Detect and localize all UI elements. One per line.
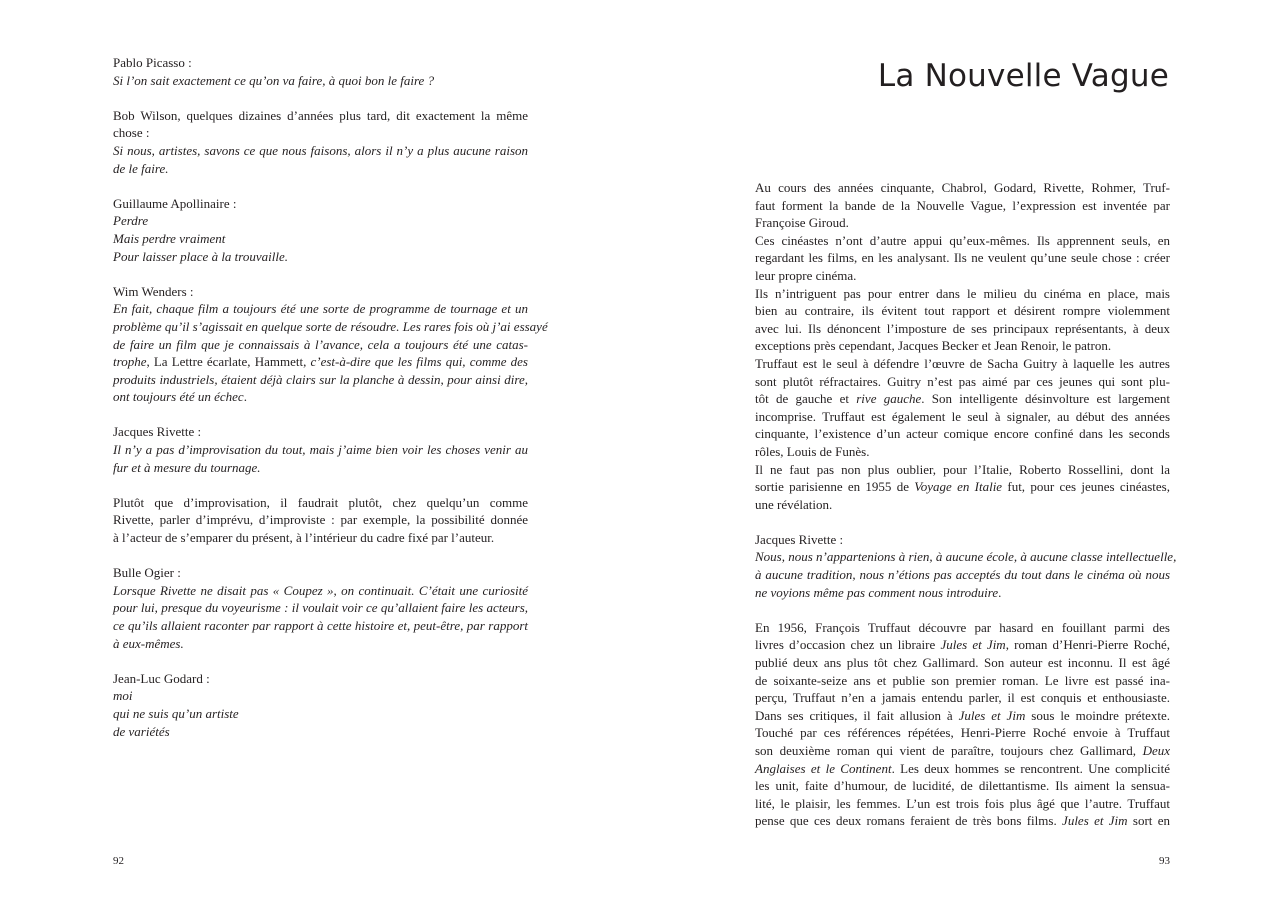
text-run: exceptions près cependant, Jacques Becker et Jean Renoir, le patron.	[755, 338, 1112, 354]
left-page-text	[113, 54, 548, 758]
text-run: de soixante-seize ans et publie son premier roman. Le livre est passé ina-	[755, 672, 1170, 688]
italic-text-run: Il n’y a pas d’improvisation du tout, mais j’aime bien voir les choses venir au	[113, 442, 528, 458]
text-line	[755, 320, 1170, 338]
italic-text-run: trophe	[113, 354, 147, 370]
text-run: lité, le plaisir, les femmes. L’un est trois fois plus âgé que l’autre. Truffaut	[755, 795, 1170, 811]
text-run: sous le moindre prétexte.	[1025, 707, 1170, 723]
italic-text-run: Nous, nous n’appartenions à rien, à aucune école, à aucune classe intellectuelle,	[755, 549, 1177, 565]
italic-text-run: à eux-mêmes.	[113, 635, 184, 651]
text-run: Wim Wenders :	[113, 283, 194, 299]
text-line	[755, 197, 1170, 215]
text-run: rôles, Louis de Funès.	[755, 443, 870, 459]
page-number-left: 92	[113, 855, 124, 867]
text-line	[755, 654, 1170, 672]
text-line	[755, 689, 1170, 707]
text-run: bien au contraire, ils évitent tout rapport et désirent rompre violemment	[755, 303, 1170, 319]
text-block	[755, 619, 1170, 830]
text-run: Guillaume Apollinaire :	[113, 195, 237, 211]
text-line	[755, 742, 1170, 760]
text-line	[755, 373, 1170, 391]
text-run: son deuxième roman qui vient de paraître, toujours chez Gallimard,	[755, 743, 1143, 758]
right-page	[641, 0, 1282, 904]
text-line	[755, 812, 1170, 830]
chapter-title: La Nouvelle Vague	[877, 58, 1169, 94]
right-page-text	[755, 179, 1177, 848]
text-line	[113, 511, 528, 529]
text-line	[113, 107, 528, 125]
text-run: sont plutôt réfractaires. Guitry n’est pas aimé par ces jeunes qui sont plu-	[755, 373, 1170, 389]
text-line	[755, 355, 1170, 373]
text-line	[755, 302, 1170, 320]
text-line	[755, 548, 1177, 566]
text-run: incomprise. Truffaut est également le seul à signaler, au début des années	[755, 408, 1170, 424]
text-line	[755, 636, 1170, 654]
text-line	[755, 425, 1170, 443]
text-run: Dans ses critiques, il fait allusion à	[755, 707, 959, 723]
text-line	[755, 408, 1170, 426]
text-line	[113, 529, 528, 547]
text-block	[113, 564, 528, 652]
italic-text-run: rive gauche	[856, 391, 922, 407]
text-line	[113, 705, 528, 723]
text-line	[755, 232, 1170, 250]
text-run: Touché par ces références répétées, Henri-Pierre Roché envoie à Truffaut	[755, 725, 1170, 741]
italic-text-run: produits industriels, étaient déjà clairs sur la planche à dessin, pour ainsi dire,	[113, 371, 528, 387]
text-line	[113, 388, 528, 406]
italic-text-run: Perdre	[113, 213, 149, 229]
text-line	[755, 461, 1170, 479]
text-line	[755, 707, 1170, 725]
text-block	[113, 670, 528, 740]
text-run: .	[243, 389, 247, 405]
text-line	[755, 584, 1170, 602]
text-run: , La Lettre écarlate, Hammett,	[146, 354, 311, 370]
text-line	[755, 777, 1170, 795]
text-line	[755, 496, 1170, 514]
text-run: perçu, Truffaut n’en a jamais entendu parler, il est conquis et enthousiaste.	[755, 690, 1170, 706]
italic-text-run: problème qu’il s’agissait en quelque sorte de résoudre. Les rares fois où j’ai essayé	[113, 318, 548, 334]
italic-text-run: ce qu’ils allaient raconter par rapport à cette histoire et, peut-être, par rapport	[113, 618, 528, 633]
text-line	[755, 249, 1170, 267]
text-run: Bob Wilson, quelques dizaines d’années plus tard, dit exactement la même	[113, 107, 528, 123]
text-block	[113, 494, 528, 547]
text-line	[113, 248, 528, 266]
text-run: .	[998, 584, 1002, 600]
italic-text-run: ont toujours été un échec	[113, 389, 244, 405]
text-run: leur propre cinéma.	[755, 267, 857, 283]
italic-text-run: de faire un film que je connaissais à l’avance, cela a toujours été une catas-	[113, 336, 528, 352]
text-line	[755, 478, 1170, 496]
text-line	[755, 566, 1170, 584]
text-line	[113, 582, 528, 600]
text-line	[113, 423, 528, 441]
text-line	[113, 230, 528, 248]
text-run: sort en	[1127, 813, 1170, 829]
italic-text-run: Lorsque Rivette ne disait pas « Coupez », on continuait. C’était une curiosité	[113, 582, 528, 598]
text-run: Rivette, parler d’imprévu, d’improviste : par exemple, la possibilité donnée	[113, 512, 528, 528]
text-line	[113, 635, 528, 653]
text-run: faut forment la bande de la Nouvelle Vague, l’expression est inventée par	[755, 197, 1170, 213]
italic-text-run: Si l’on sait exactement ce qu’on va faire, à quoi bon le faire ?	[113, 72, 435, 88]
italic-text-run: Anglaises et le Continent	[755, 760, 892, 776]
text-run: Ils n’intriguent pas pour entrer dans le milieu du cinéma en place, mais	[755, 285, 1170, 301]
text-run: une révélation.	[755, 496, 833, 512]
text-line	[113, 371, 528, 389]
text-line	[113, 300, 528, 318]
italic-text-run: Jules et Jim	[940, 637, 1006, 653]
text-line	[755, 390, 1170, 408]
text-run: chose :	[113, 125, 150, 141]
text-line	[755, 619, 1170, 637]
italic-text-run: Pour laisser place à la trouvaille.	[113, 248, 288, 264]
text-line	[113, 124, 528, 142]
text-line	[755, 214, 1170, 232]
text-run: Françoise Giroud.	[755, 215, 849, 231]
text-run: tôt de gauche et	[755, 391, 857, 407]
text-run: . Son intelligente désinvolture est largement	[921, 391, 1170, 407]
italic-text-run: de variétés	[113, 723, 170, 739]
text-run: avec lui. Ils dénoncent l’imposture de ses principaux représentants, à deux	[755, 320, 1170, 336]
text-block	[113, 54, 528, 89]
text-line	[113, 160, 528, 178]
text-run: Jacques Rivette :	[755, 531, 844, 547]
text-block	[755, 531, 1177, 601]
text-line	[113, 564, 528, 582]
text-line	[113, 336, 528, 354]
text-line	[113, 459, 528, 477]
text-line	[113, 599, 528, 617]
italic-text-run: Mais perdre vraiment	[113, 230, 226, 246]
text-line	[755, 267, 1170, 285]
text-run: Jacques Rivette :	[113, 424, 202, 440]
text-run: publié deux ans plus tôt chez Gallimard. Son auteur est inconnu. Il est âgé	[755, 655, 1170, 671]
text-run: Pablo Picasso :	[113, 55, 192, 70]
text-line	[113, 687, 528, 705]
text-run: regardant les films, en les analysant. Ils ne veulent qu’une seule chose : créer	[755, 250, 1170, 266]
text-run: Ces cinéastes n’ont d’autre appui qu’eux-mêmes. Ils apprennent seuls, en	[755, 232, 1170, 248]
text-block	[113, 283, 548, 406]
text-line	[113, 54, 528, 72]
text-block	[755, 179, 1170, 513]
text-run: fut, pour ces jeunes cinéastes,	[1002, 479, 1170, 495]
text-run: Au cours des années cinquante, Chabrol, Godard, Rivette, Rohmer, Truf-	[755, 180, 1170, 195]
text-run: , roman d’Henri-Pierre Roché,	[1005, 637, 1170, 653]
italic-text-run: à aucune tradition, nous n’étions pas acceptés du tout dans le cinéma où nous	[755, 567, 1170, 583]
text-line	[113, 723, 528, 741]
italic-text-run: Jules et Jim	[1062, 813, 1128, 829]
text-line	[755, 531, 1170, 549]
italic-text-run: Si nous, artistes, savons ce que nous faisons, alors il n’y a plus aucune raison	[113, 142, 528, 158]
text-line	[113, 617, 528, 635]
text-run: les unit, faite d’humour, de lucidité, de dilettantisme. Ils aiment la sensua-	[755, 778, 1170, 794]
text-line	[113, 494, 528, 512]
text-line	[113, 441, 528, 459]
text-run: à l’acteur de s’emparer du présent, à l’intérieur du cadre fixé par l’auteur.	[113, 530, 495, 546]
text-line	[113, 72, 528, 90]
text-line	[113, 283, 528, 301]
text-block	[113, 195, 528, 265]
italic-text-run: qui ne suis qu’un artiste	[113, 705, 239, 721]
text-line	[113, 353, 528, 371]
text-run: pense que ces deux romans feraient de très bons films.	[755, 813, 1063, 829]
text-run: . Les deux hommes se rencontrent. Une complicité	[891, 760, 1170, 776]
italic-text-run: pour lui, presque du voyeurisme : il voulait voir ce qu’allaient faire les acteurs,	[113, 600, 528, 616]
text-line	[755, 672, 1170, 690]
text-run: Bulle Ogier :	[113, 565, 181, 581]
italic-text-run: En fait, chaque film a toujours été une sorte de programme de tournage et un	[113, 301, 528, 317]
text-line	[755, 285, 1170, 303]
text-line	[755, 179, 1170, 197]
text-line	[755, 760, 1170, 778]
text-run: Jean-Luc Godard :	[113, 670, 210, 686]
italic-text-run: de le faire.	[113, 160, 169, 176]
text-line	[113, 670, 528, 688]
text-run: Plutôt que d’improvisation, il faudrait plutôt, chez quelqu’un comme	[113, 494, 528, 510]
text-line	[755, 724, 1170, 742]
text-run: En 1956, François Truffaut découvre par hasard en fouillant parmi des	[755, 619, 1170, 635]
italic-text-run: ne voyions même pas comment nous introduire	[755, 584, 999, 600]
text-line	[113, 212, 528, 230]
text-run: cinquante, l’existence d’un acteur comique encore confiné dans les seconds	[755, 426, 1170, 442]
text-run: Il ne faut pas non plus oublier, pour l’Italie, Roberto Rossellini, dont la	[755, 461, 1170, 477]
text-line	[755, 795, 1170, 813]
text-line	[755, 337, 1170, 355]
text-block	[113, 423, 528, 476]
text-run: Truffaut est le seul à défendre l’œuvre de Sacha Guitry à laquelle les autres	[755, 355, 1170, 371]
page-number-right: 93	[1159, 855, 1170, 867]
text-line	[113, 318, 548, 336]
italic-text-run: fur et à mesure du tournage.	[113, 459, 261, 475]
italic-text-run: Deux	[1142, 743, 1170, 758]
text-line	[113, 195, 528, 213]
text-block	[113, 107, 528, 177]
text-run: livres d’occasion chez un libraire	[755, 637, 941, 653]
italic-text-run: moi	[113, 688, 133, 704]
text-line	[113, 142, 528, 160]
italic-text-run: Jules et Jim	[958, 707, 1026, 723]
text-run: sortie parisienne en 1955 de	[755, 479, 915, 495]
italic-text-run: c’est-à-dire que les films qui, comme des	[310, 354, 528, 370]
text-line	[755, 443, 1170, 461]
italic-text-run: Voyage en Italie	[914, 479, 1003, 495]
